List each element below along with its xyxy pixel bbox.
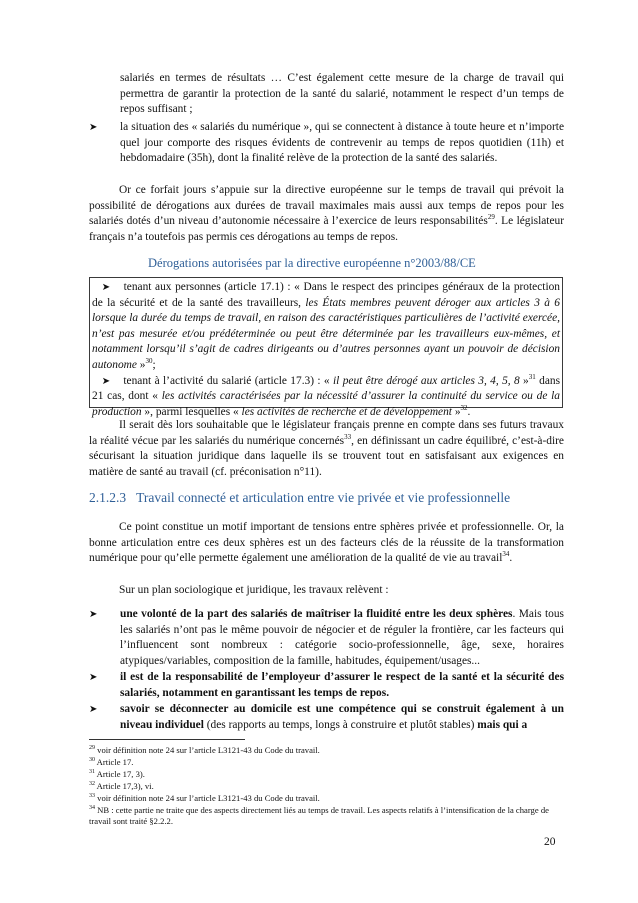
footnote-ref[interactable]: 34 <box>502 550 510 559</box>
bullet-rest: . Mais tous les salariés n’ont pas le même pouvoir de négocier et de réguler la frontière, car les facteurs qui l’influencent sont nombreux : catégorie socio-professionnelle, âge, sexe, horaires atypiques/variables, composition de la famille, habitudes, équipement/usages... <box>120 608 564 667</box>
bullet-item <box>89 120 564 167</box>
bullet-item <box>89 702 564 733</box>
box-title: Dérogations autorisées par la directive européenne n°2003/88/CE <box>148 256 476 270</box>
footnote-ref[interactable]: 31 <box>528 372 536 381</box>
paragraph-text: Or ce forfait jours s’appuie sur la directive européenne sur le temps de travail qui prévoit la possibilité de dérogations aux durées de travail maximales mais aussi aux temps de repos pour les salariés dotés d’un niveau d’autonomie nécessaire à l’exercice de leurs responsabilités <box>89 184 564 228</box>
box-quote: les activités de recherche et de développement <box>241 405 452 418</box>
footnote-text: Article 17,3), vi. <box>95 781 154 791</box>
footnote-number: 32 <box>89 781 95 788</box>
paragraph-sociologique: Sur un plan sociologique et juridique, les travaux relèvent : <box>119 584 389 596</box>
footnote-number: 34 <box>89 805 95 812</box>
paragraph-text: . <box>509 552 513 565</box>
bullet-text <box>120 670 564 701</box>
box-item-persons <box>92 280 560 374</box>
right-arrowhead-icon: ➤ <box>89 704 98 715</box>
box-quote: les activités caractérisées par la nécessité d’assurer la continuité du service ou de la production <box>92 390 560 418</box>
footnote-text: Article 17. <box>95 757 134 767</box>
paragraph-text: Il serait dès lors souhaitable que le législateur français prenne en compte dans ses futurs travaux la réalité vécue par les salariés du numérique concernés <box>89 419 564 447</box>
right-arrowhead-icon: ➤ <box>101 282 111 293</box>
box-text: » <box>519 374 529 387</box>
box-text: », parmi lesquelles « <box>141 405 242 418</box>
right-arrowhead-icon: ➤ <box>101 375 111 387</box>
footnote-ref[interactable]: 32 <box>460 403 468 412</box>
box-text: ; <box>152 358 156 371</box>
bullet-rest: (des rapports au temps, longs à construire et plutôt stables) <box>203 718 478 731</box>
bullet-item <box>89 607 564 669</box>
footnote-number: 30 <box>89 757 95 764</box>
bullet-bold: il est de la responsabilité de l’employeur d’assurer le respect de la santé et la sécurité des salariés, notamment en garantissant les temps de repos. <box>120 671 564 699</box>
footnote-ref[interactable]: 30 <box>145 357 153 366</box>
page-number: 20 <box>544 836 556 848</box>
box-text: » <box>451 405 461 418</box>
bullet-item <box>89 670 564 701</box>
footnote-ref[interactable]: 29 <box>487 213 495 222</box>
bullet-bold: savoir se déconnecter au domicile est une compétence qui se construit également à un niveau individuel <box>120 703 564 731</box>
right-arrowhead-icon: ➤ <box>89 609 98 620</box>
footnote-text: voir définition note 24 sur l’article L3121-43 du Code du travail. <box>95 745 320 755</box>
footnote-divider <box>89 739 245 740</box>
bullet-text: la situation des « salariés du numérique », qui se connectent à distance à toute heure et n’importe quel jour comporte des risques évidents de contrevenir au temps de repos quotidien (11h) et hebdomadaire (35h), dont la finalité relève de la protection de la santé des salariés. <box>120 121 564 165</box>
footnote-text: NB : cette partie ne traite que des aspects directement liés au temps de travail. Les aspects relatifs à l’intensification de la charge de travail sont traité §2.2.2. <box>89 805 549 826</box>
paragraph-continuation <box>89 71 564 118</box>
paragraph-text: Ce point constitue un motif important de tensions entre sphères privée et professionnelle. Or, la bonne articulation entre ces deux sphères est un des facteurs clés de la réussite de la transformation numérique pour qu’elle permette également une amélioration de la qualité de vie au travail <box>89 521 564 565</box>
bullet-bold: mais qui a <box>477 718 528 731</box>
right-arrowhead-icon: ➤ <box>89 122 98 133</box>
footnote-33 <box>89 793 564 804</box>
footnote-number: 29 <box>89 745 95 752</box>
footnote-29 <box>89 745 564 756</box>
box-quote: les États membres peuvent déroger aux articles 3 à 6 lorsque la durée du temps de travail, en raison des caractéristiques particulières de l’activité exercée, n’est pas mesurée et/ou prédéterminée ou peut être déterminée par les travailleurs eux-mêmes, et notamment lorsqu’il s’agit de cadres dirigeants ou d’autres personnes ayant un pouvoir de décision autonome <box>92 296 560 371</box>
section-title: Travail connecté et articulation entre vie privée et vie professionnelle <box>136 490 511 505</box>
footnote-number: 31 <box>89 769 95 776</box>
paragraph-text: . Le législateur français n’a toutefois pas permis ces dérogations au temps de repos. <box>89 215 565 243</box>
paragraph-text: , en définissant un cadre équilibré, c’est-à-dire sécurisant la situation juridique dans laquelle ils se trouvent tout en satisfaisant aux exigences en matière de santé au travail (cf. préconisation n°11). <box>89 434 564 478</box>
box-text: tenant aux personnes (article 17.1) : « Dans le respect des principes généraux de la protection de la sécurité et de la santé des travailleurs, <box>92 281 560 309</box>
bullet-text <box>120 607 564 669</box>
derogations-box <box>89 277 563 418</box>
footnote-34 <box>89 805 564 826</box>
box-text: » <box>136 358 146 371</box>
paragraph-tensions <box>89 520 564 567</box>
box-item-activity <box>92 374 560 421</box>
footnote-ref[interactable]: 33 <box>344 432 352 441</box>
footnote-text: voir définition note 24 sur l’article L3121-43 du Code du travail. <box>95 793 320 803</box>
box-quote: il peut être dérogé aux articles 3, 4, 5, 8 <box>333 374 520 387</box>
section-heading <box>89 490 510 506</box>
footnote-number: 33 <box>89 793 95 800</box>
bullet-bold: une volonté de la part des salariés de maîtriser la fluidité entre les deux sphères <box>120 608 513 620</box>
footnote-text: Article 17, 3). <box>95 769 145 779</box>
paragraph-forfait <box>89 183 564 245</box>
paragraph-legislateur <box>89 418 564 480</box>
box-text: dans 21 cas, dont « <box>92 374 560 403</box>
footnote-30 <box>89 757 564 768</box>
box-text: . <box>467 405 471 418</box>
paragraph-text: salariés en termes de résultats … C’est également cette mesure de la charge de travail qui permettra de garantir la protection de la santé du salarié, notamment le respect d’un temps de repos suffisant ; <box>120 72 564 116</box>
right-arrowhead-icon: ➤ <box>89 672 98 683</box>
footnote-31 <box>89 769 564 780</box>
footnote-32 <box>89 781 564 792</box>
box-text: tenant à l’activité du salarié (article 17.3) : « <box>123 374 333 387</box>
bullet-text <box>120 702 564 733</box>
section-number: 2.1.2.3 <box>89 490 127 505</box>
